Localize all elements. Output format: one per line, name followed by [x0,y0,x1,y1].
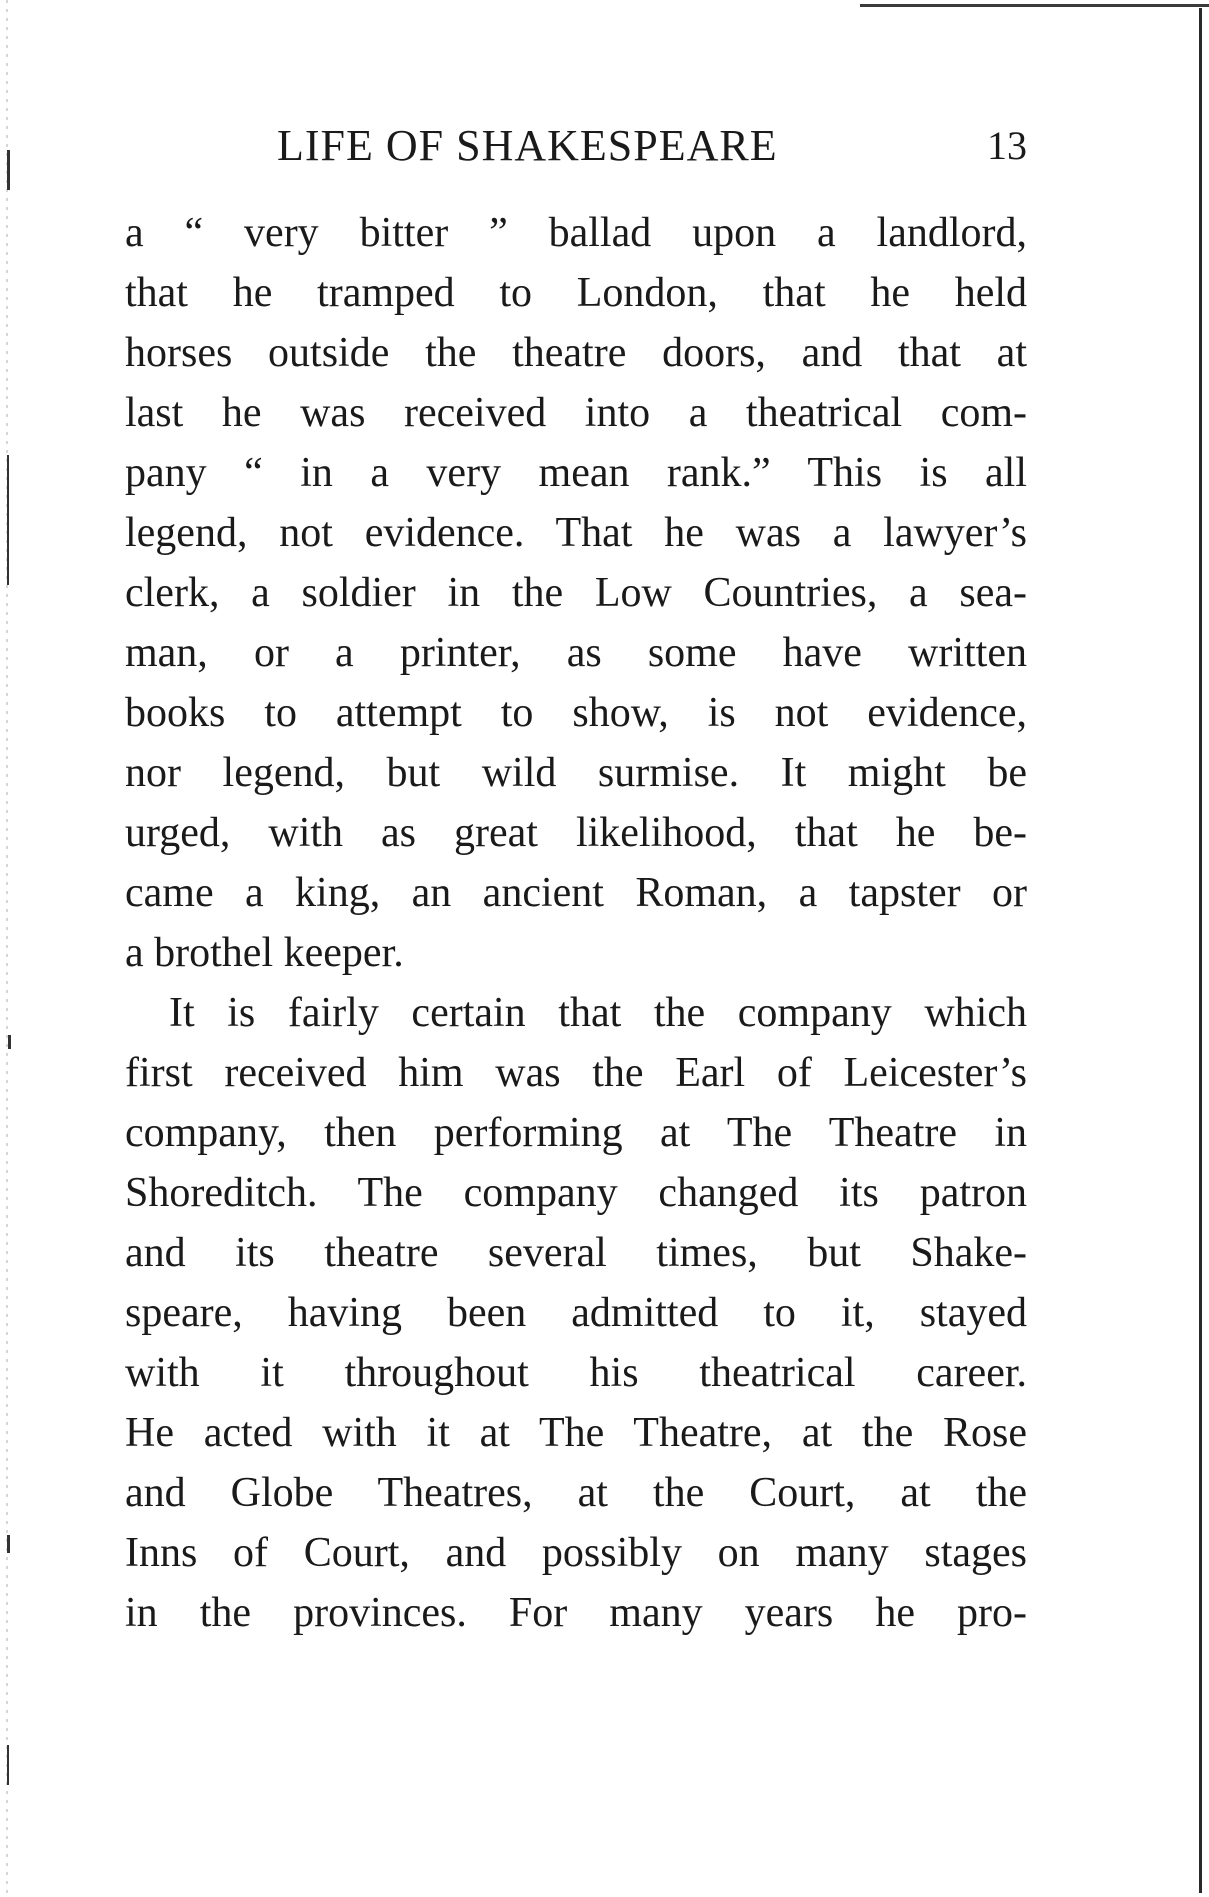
text-line: first received him was the Earl of Leicester’s [125,1050,1027,1096]
text-line: clerk, a soldier in the Low Countries, a sea- [125,570,1027,616]
paragraph-start-line: It is fairly certain that the company which [169,990,1027,1036]
page-number: 13 [987,123,1027,168]
text-line: last he was received into a theatrical com- [125,390,1027,436]
text-line: Shoreditch. The company changed its patron [125,1170,1027,1216]
scan-edge-left [6,0,8,1897]
scan-edge-top [860,4,1209,7]
text-line: came a king, an ancient Roman, a tapster or [125,870,1027,916]
scan-speck [7,1535,10,1553]
text-line: urged, with as great likelihood, that he be- [125,810,1027,856]
text-line: and its theatre several times, but Shake- [125,1230,1027,1276]
text-line: man, or a printer, as some have written [125,630,1027,676]
text-line: with it throughout his theatrical career. [125,1350,1027,1396]
text-line: and Globe Theatres, at the Court, at the [125,1470,1027,1516]
text-line: speare, having been admitted to it, stayed [125,1290,1027,1336]
running-title: LIFE OF SHAKESPEARE [277,121,778,170]
text-line: a “ very bitter ” ballad upon a landlord, [125,210,1027,256]
body-text [125,203,1027,1643]
text-line: in the provinces. For many years he pro- [125,1590,1027,1636]
scan-speck [7,1745,9,1785]
running-header [125,118,1027,174]
scan-speck [8,1035,11,1049]
scan-speck [7,455,9,585]
text-line: nor legend, but wild surmise. It might be [125,750,1027,796]
text-line: He acted with it at The Theatre, at the Rose [125,1410,1027,1456]
scan-edge-right [1199,8,1202,1893]
text-line: pany “ in a very mean rank.” This is all [125,450,1027,496]
text-line: legend, not evidence. That he was a lawyer’s [125,510,1027,556]
text-line: horses outside the theatre doors, and that at [125,330,1027,376]
text-line: books to attempt to show, is not evidence, [125,690,1027,736]
scan-speck [7,150,10,190]
text-line: that he tramped to London, that he held [125,270,1027,316]
text-line: Inns of Court, and possibly on many stages [125,1530,1027,1576]
paragraph-end-line: a brothel keeper. [125,930,404,976]
text-line: company, then performing at The Theatre in [125,1110,1027,1156]
